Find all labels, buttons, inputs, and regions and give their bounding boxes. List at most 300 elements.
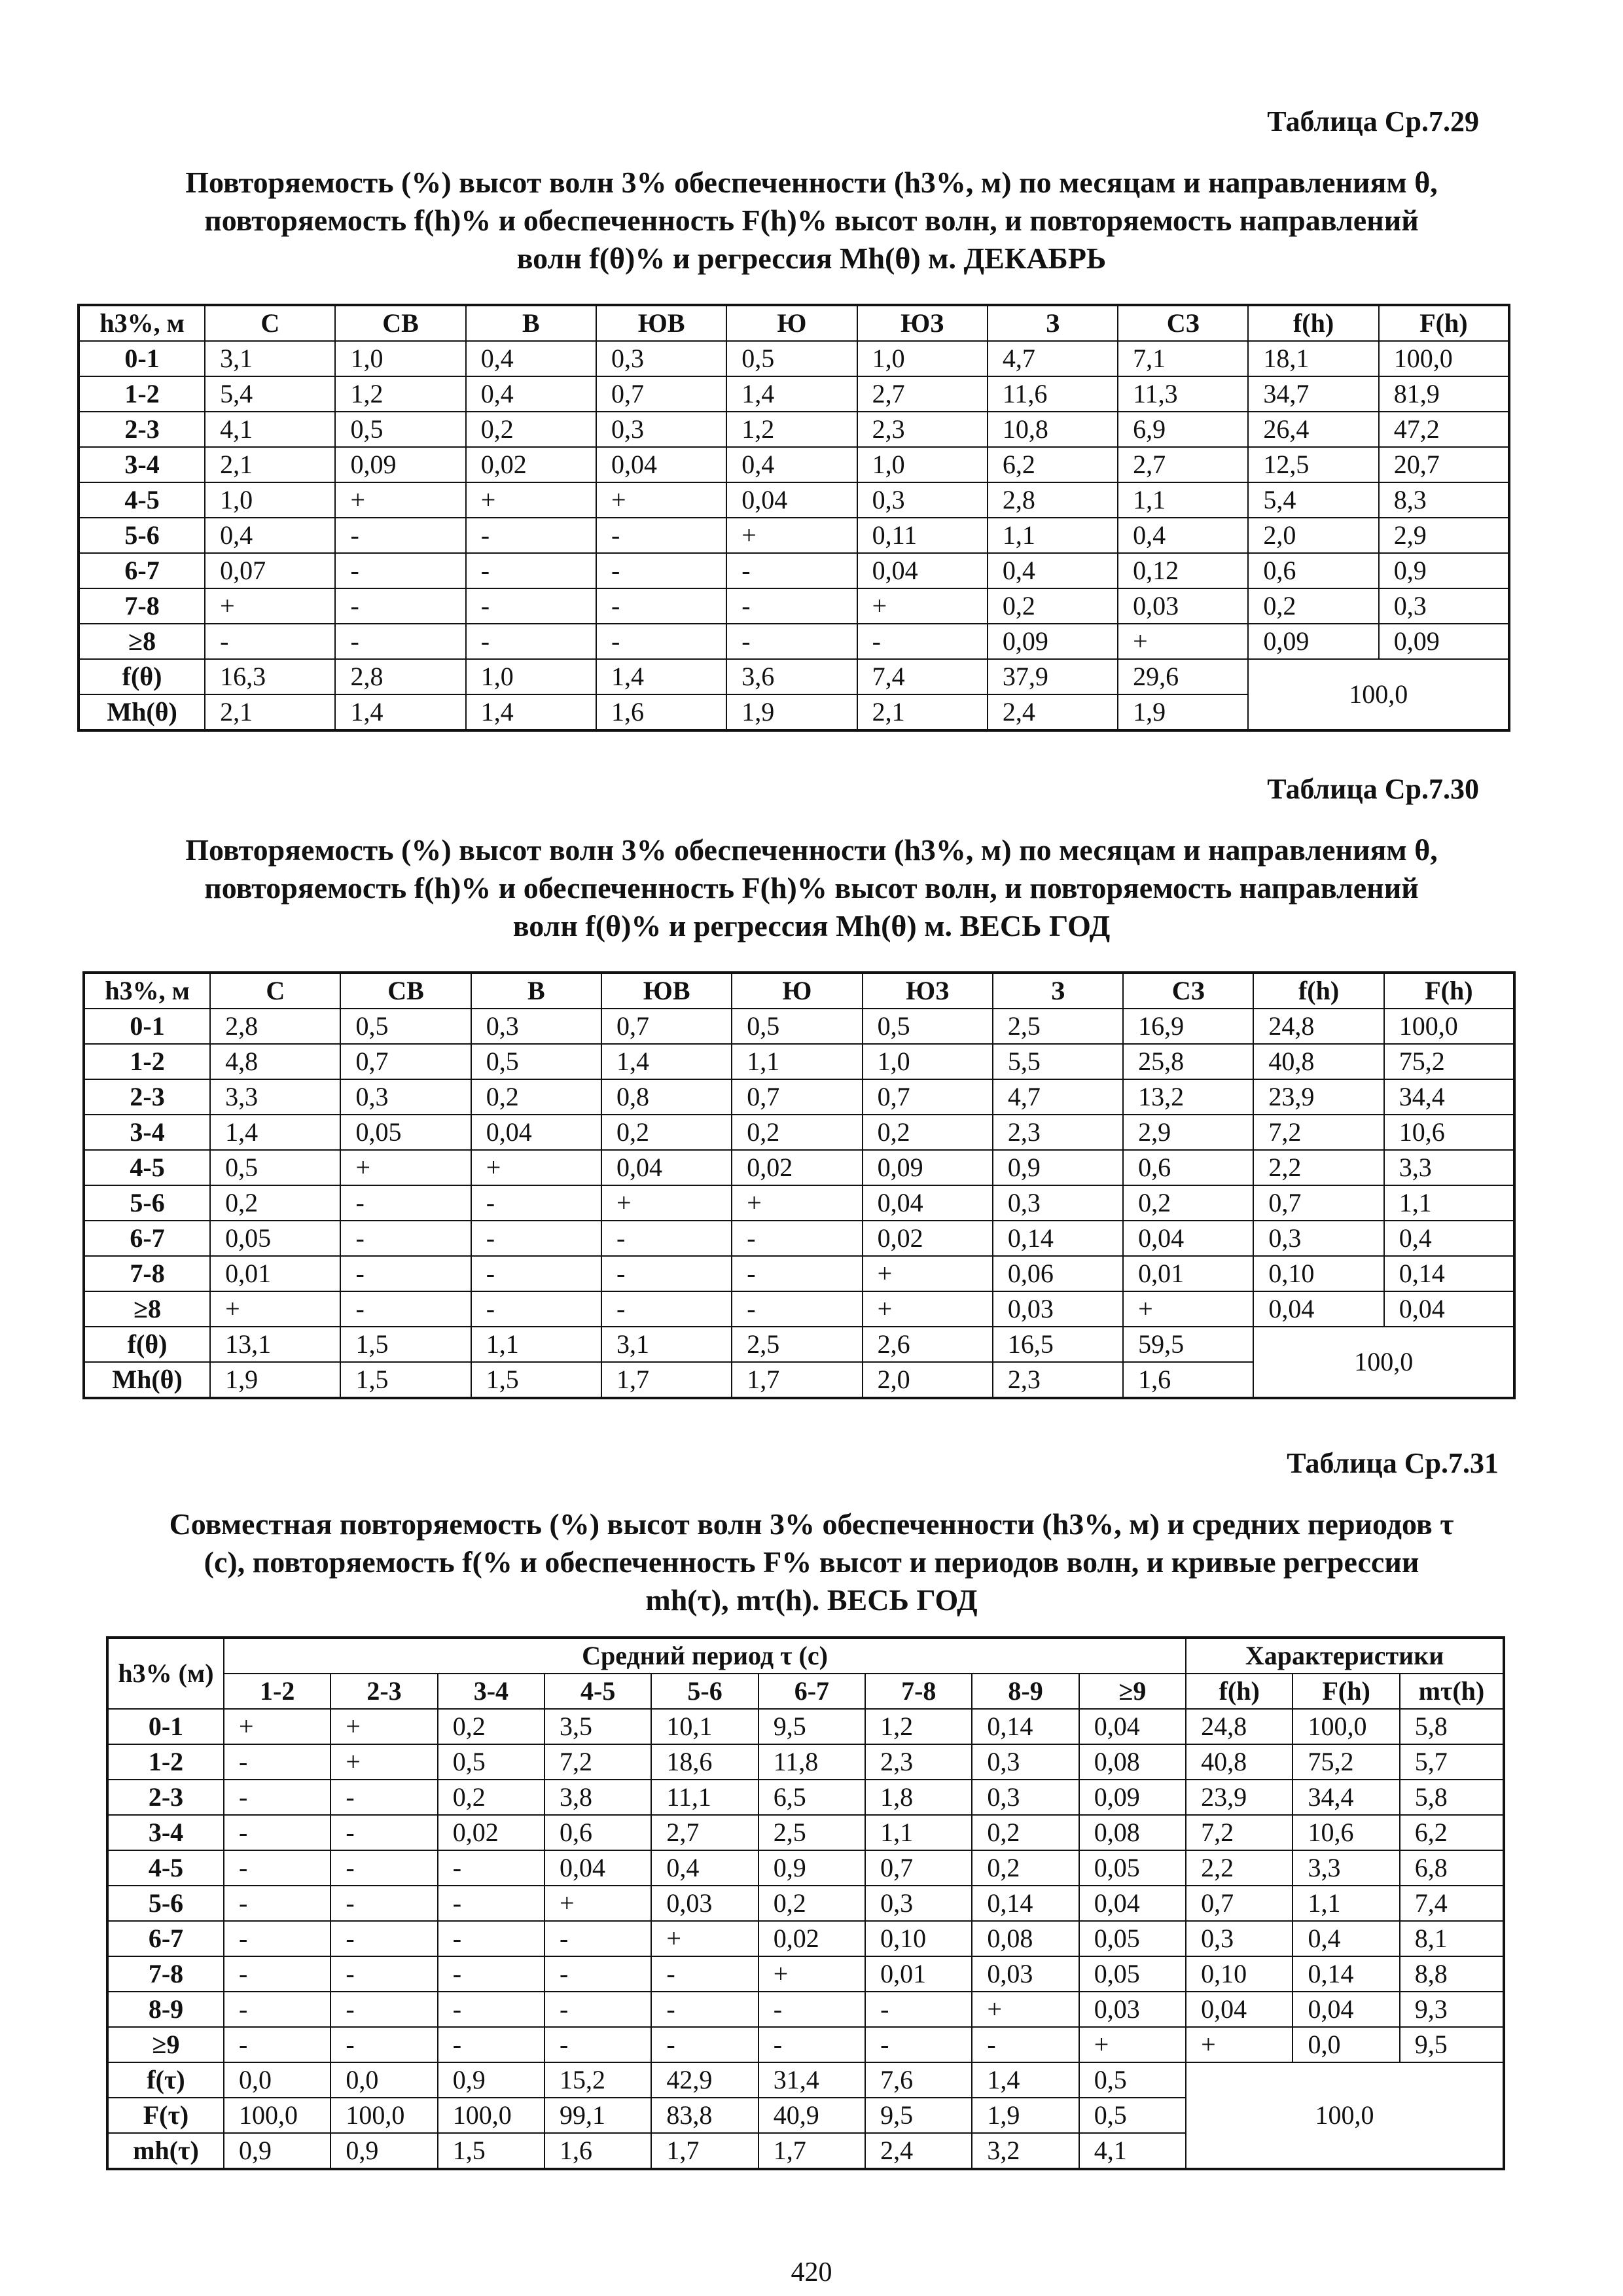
table-cell: 10,1: [651, 1709, 758, 1744]
table-cell: 0,3: [340, 1079, 471, 1115]
column-header: Ю: [726, 305, 857, 341]
characteristics-group-header: Характеристики: [1186, 1638, 1504, 1674]
table-cell: 0,14: [1293, 1956, 1399, 1992]
table-row: [79, 624, 1509, 659]
table-cell: 0,2: [210, 1185, 340, 1221]
table-cell: 100,0: [1379, 341, 1509, 376]
table-cell: 2,3: [857, 412, 988, 447]
table-cell: 1,1: [732, 1044, 862, 1079]
table-cell: 1,2: [726, 412, 857, 447]
table-cell: 5,4: [205, 376, 335, 412]
table-cell: 0,02: [438, 1815, 544, 1850]
table-cell: -: [726, 588, 857, 624]
table-cell: -: [732, 1221, 862, 1256]
table-cell: +: [466, 482, 596, 518]
table-cell: 9,5: [1400, 2027, 1504, 2062]
table-cell: 100,0: [438, 2098, 544, 2133]
table-cell: -: [857, 624, 988, 659]
table-cell: 1,7: [758, 2133, 865, 2169]
table-cell: 2,5: [993, 1009, 1123, 1044]
title-line: волн f(θ)% и регрессия Mh(θ) м. ВЕСЬ ГОД: [512, 909, 1111, 942]
row-label: 3-4: [79, 447, 205, 482]
table-cell: 9,3: [1400, 1992, 1504, 2027]
table-cell: 24,8: [1253, 1009, 1383, 1044]
table-cell: 1,4: [466, 694, 596, 730]
table-cell: 0,01: [865, 1956, 972, 1992]
table-cell: 3,3: [210, 1079, 340, 1115]
column-header: 4-5: [544, 1674, 651, 1709]
table-cell: +: [1186, 2027, 1293, 2062]
table-cell: 1,1: [1293, 1886, 1399, 1921]
table-cell: 2,1: [857, 694, 988, 730]
table-cell: -: [471, 1291, 601, 1327]
table-cell: 3,1: [601, 1327, 732, 1362]
table-cell: 0,04: [601, 1150, 732, 1185]
table-cell: 0,7: [863, 1079, 993, 1115]
table-cell: -: [726, 624, 857, 659]
table-cell: 0,9: [993, 1150, 1123, 1185]
table-cell: 0,2: [758, 1886, 865, 1921]
table-cell: 0,5: [726, 341, 857, 376]
column-header: 7-8: [865, 1674, 972, 1709]
table-cell: 100,0: [224, 2098, 330, 2133]
table-cell: -: [438, 1956, 544, 1992]
table-cell: -: [330, 1992, 437, 2027]
table-cell: 16,5: [993, 1327, 1123, 1362]
row-label: 6-7: [107, 1921, 224, 1956]
row-label: 5-6: [107, 1886, 224, 1921]
table-row: [107, 1992, 1504, 2027]
table-cell: 0,02: [863, 1221, 993, 1256]
column-header: С: [205, 305, 335, 341]
table-cell: -: [340, 1221, 471, 1256]
table-cell: 3,2: [972, 2133, 1079, 2169]
table-cell: 2,1: [205, 694, 335, 730]
table-cell: 0,04: [857, 553, 988, 588]
table-row: [84, 1221, 1514, 1256]
column-header: СЗ: [1123, 973, 1253, 1009]
table-cell: 0,5: [471, 1044, 601, 1079]
table-cell: 7,2: [1253, 1115, 1383, 1150]
table-cell: 75,2: [1293, 1744, 1399, 1780]
table-cell: 0,6: [1123, 1150, 1253, 1185]
table-cell: -: [340, 1256, 471, 1291]
table-cell: 47,2: [1379, 412, 1509, 447]
table-cell: 1,2: [335, 376, 465, 412]
row-label: 4-5: [84, 1150, 210, 1185]
row-label: 3-4: [107, 1815, 224, 1850]
table-cell: 6,2: [1400, 1815, 1504, 1850]
row-label: 0-1: [79, 341, 205, 376]
table-cell: 0,9: [438, 2062, 544, 2098]
table-cell: 1,7: [732, 1362, 862, 1398]
table-cell: 0,2: [1123, 1185, 1253, 1221]
table-cell: 2,8: [988, 482, 1118, 518]
table-cell: 18,1: [1248, 341, 1378, 376]
table-cell: 0,5: [210, 1150, 340, 1185]
table-cell: -: [330, 1956, 437, 1992]
table-cell: 9,5: [758, 1709, 865, 1744]
table-cell: 0,03: [1079, 1992, 1186, 2027]
table-cell: 1,4: [335, 694, 465, 730]
table-cell: -: [972, 2027, 1079, 2062]
table-cell: 0,3: [596, 341, 726, 376]
table-cell: 0,03: [651, 1886, 758, 1921]
table-cell: 0,3: [596, 412, 726, 447]
table-cell: 1,9: [210, 1362, 340, 1398]
row-label: 1-2: [107, 1744, 224, 1780]
table-row: [84, 1044, 1514, 1079]
table-cell: 34,4: [1384, 1079, 1514, 1115]
table-cell: 0,10: [1253, 1256, 1383, 1291]
table-cell: 0,3: [1253, 1221, 1383, 1256]
row-label: 1-2: [84, 1044, 210, 1079]
table-cell: 2,7: [651, 1815, 758, 1850]
table-cell: 0,4: [651, 1850, 758, 1886]
table-cell: 13,1: [210, 1327, 340, 1362]
table-cell: 0,08: [1079, 1815, 1186, 1850]
column-header: 1-2: [224, 1674, 330, 1709]
table-cell: -: [224, 1886, 330, 1921]
row-label: 0-1: [107, 1709, 224, 1744]
table-cell: 0,6: [544, 1815, 651, 1850]
table-cell: -: [601, 1291, 732, 1327]
row-label: ≥8: [84, 1291, 210, 1327]
table-cell: 7,4: [857, 659, 988, 694]
table-cell: -: [335, 588, 465, 624]
table-cell: +: [863, 1256, 993, 1291]
table-caption: Таблица Ср.7.30: [1267, 773, 1479, 805]
table-cell: 0,07: [205, 553, 335, 588]
table-cell: 0,9: [1379, 553, 1509, 588]
table-cell: 1,0: [863, 1044, 993, 1079]
table-cell: 4,7: [993, 1079, 1123, 1115]
table-cell: -: [651, 1992, 758, 2027]
table-cell: 2,9: [1379, 518, 1509, 553]
table-cell: +: [1118, 624, 1248, 659]
table-cell: 1,0: [857, 341, 988, 376]
table-cell: 8,3: [1379, 482, 1509, 518]
column-header: З: [993, 973, 1123, 1009]
column-header: ЮЗ: [863, 973, 993, 1009]
table-cell: 3,3: [1384, 1150, 1514, 1185]
table-cell: 7,4: [1400, 1886, 1504, 1921]
column-header: СВ: [335, 305, 465, 341]
table-cell: 2,8: [210, 1009, 340, 1044]
table-cell: 2,2: [1186, 1850, 1293, 1886]
table-cell: +: [544, 1886, 651, 1921]
row-label: 1-2: [79, 376, 205, 412]
table-cell: 1,1: [1118, 482, 1248, 518]
period-group-header: Средний период τ (с): [224, 1638, 1186, 1674]
table-cell: 6,8: [1400, 1850, 1504, 1886]
column-header: С: [210, 973, 340, 1009]
table-cell: 0,10: [1186, 1956, 1293, 1992]
row-label: F(τ): [107, 2098, 224, 2133]
table-title: [92, 1505, 1531, 1619]
table-cell: +: [335, 482, 465, 518]
table-cell: 1,8: [865, 1780, 972, 1815]
column-header: ЮВ: [601, 973, 732, 1009]
table-cell: 29,6: [1118, 659, 1248, 694]
column-header: Ю: [732, 973, 862, 1009]
table-cell: 2,5: [758, 1815, 865, 1850]
column-header: В: [466, 305, 596, 341]
header-row: [84, 973, 1514, 1009]
table-cell: 5,7: [1400, 1744, 1504, 1780]
summary-row: [84, 1327, 1514, 1362]
table-cell: 0,3: [857, 482, 988, 518]
table-cell: -: [335, 518, 465, 553]
table-cell: 0,7: [865, 1850, 972, 1886]
table-cell: 0,7: [732, 1079, 862, 1115]
column-header: З: [988, 305, 1118, 341]
table-cell: 12,5: [1248, 447, 1378, 482]
table-cell: 1,1: [988, 518, 1118, 553]
table-cell: +: [224, 1709, 330, 1744]
table-cell: 40,8: [1253, 1044, 1383, 1079]
table-cell: +: [330, 1744, 437, 1780]
table-cell: 1,9: [1118, 694, 1248, 730]
table-cell: -: [330, 2027, 437, 2062]
table-cell: 0,0: [330, 2062, 437, 2098]
table-cell: -: [596, 588, 726, 624]
table-cell: 1,6: [596, 694, 726, 730]
table-cell: -: [865, 2027, 972, 2062]
table-cell: 0,12: [1118, 553, 1248, 588]
table-cell: 0,14: [972, 1886, 1079, 1921]
column-header: СВ: [340, 973, 471, 1009]
table-cell: 0,4: [205, 518, 335, 553]
table-cell: +: [471, 1150, 601, 1185]
table-cell: -: [438, 1992, 544, 2027]
table-cell: 0,7: [596, 376, 726, 412]
table-cell: 100,0: [1384, 1009, 1514, 1044]
table-cell: -: [224, 1956, 330, 1992]
table-cell: 0,5: [340, 1009, 471, 1044]
table-cell: 0,5: [335, 412, 465, 447]
table-cell: 23,9: [1186, 1780, 1293, 1815]
column-header: ЮЗ: [857, 305, 988, 341]
table-cell: 0,04: [1253, 1291, 1383, 1327]
table-cell: +: [601, 1185, 732, 1221]
table-cell: 1,1: [1384, 1185, 1514, 1221]
table-cell: +: [205, 588, 335, 624]
table-cell: 0,04: [1079, 1709, 1186, 1744]
table-cell: 8,8: [1400, 1956, 1504, 1992]
row-label: f(θ): [79, 659, 205, 694]
table-cell: 0,8: [601, 1079, 732, 1115]
table-row: [107, 1956, 1504, 1992]
column-header: h3%, м: [84, 973, 210, 1009]
table-cell: 0,2: [1248, 588, 1378, 624]
table-cell: 0,2: [732, 1115, 862, 1150]
table-cell: +: [596, 482, 726, 518]
table-cell: 1,5: [340, 1362, 471, 1398]
table-cell: +: [651, 1921, 758, 1956]
table-cell: 0,7: [601, 1009, 732, 1044]
table-cell: 0,05: [1079, 1850, 1186, 1886]
table-cell: 34,4: [1293, 1780, 1399, 1815]
table-cell: 1,7: [601, 1362, 732, 1398]
table-cell: -: [544, 1992, 651, 2027]
summary-row: [107, 2062, 1504, 2098]
table-cell: 0,6: [1248, 553, 1378, 588]
table-cell: 2,3: [865, 1744, 972, 1780]
row-label: 7-8: [107, 1956, 224, 1992]
table-cell: -: [544, 2027, 651, 2062]
table-cell: 0,2: [988, 588, 1118, 624]
table-cell: -: [224, 1921, 330, 1956]
table-row: [84, 1150, 1514, 1185]
table-row: [84, 1009, 1514, 1044]
table-cell: 0,02: [758, 1921, 865, 1956]
group-header-row: [107, 1638, 1504, 1674]
table-cell: 13,2: [1123, 1079, 1253, 1115]
table-cell: 0,4: [988, 553, 1118, 588]
table-cell: -: [601, 1221, 732, 1256]
row-label: 4-5: [79, 482, 205, 518]
table-row: [107, 1886, 1504, 1921]
table-cell: 2,4: [988, 694, 1118, 730]
table-cell: 0,04: [1123, 1221, 1253, 1256]
table-cell: -: [732, 1256, 862, 1291]
table-cell: -: [224, 2027, 330, 2062]
row-label: Mh(θ): [79, 694, 205, 730]
table-cell: 0,2: [438, 1709, 544, 1744]
table-cell: 0,09: [1248, 624, 1378, 659]
table-cell: -: [544, 1921, 651, 1956]
wave-direction-table: [82, 971, 1516, 1399]
table-cell: +: [758, 1956, 865, 1992]
table-row: [107, 2027, 1504, 2062]
table-cell: 31,4: [758, 2062, 865, 2098]
table-row: [84, 1185, 1514, 1221]
table-cell: -: [471, 1221, 601, 1256]
table-cell: 81,9: [1379, 376, 1509, 412]
table-cell: 2,2: [1253, 1150, 1383, 1185]
table-cell: 100,0: [1293, 1709, 1399, 1744]
table-row: [79, 553, 1509, 588]
row-label: 0-1: [84, 1009, 210, 1044]
table-cell: -: [471, 1185, 601, 1221]
table-cell: -: [466, 553, 596, 588]
table-cell: -: [438, 1886, 544, 1921]
table-cell: 2,1: [205, 447, 335, 482]
table-cell: -: [330, 1815, 437, 1850]
table-cell: -: [601, 1256, 732, 1291]
table-cell: 75,2: [1384, 1044, 1514, 1079]
table-cell: 1,1: [865, 1815, 972, 1850]
total-cell: 100,0: [1253, 1327, 1514, 1398]
table-cell: 0,06: [993, 1256, 1123, 1291]
header-row: [107, 1674, 1504, 1709]
table-cell: 20,7: [1379, 447, 1509, 482]
table-cell: 23,9: [1253, 1079, 1383, 1115]
table-cell: 8,1: [1400, 1921, 1504, 1956]
table-cell: -: [438, 1921, 544, 1956]
table-cell: 0,05: [1079, 1921, 1186, 1956]
table-cell: 0,2: [471, 1079, 601, 1115]
table-cell: 0,5: [732, 1009, 862, 1044]
table-cell: 0,09: [1379, 624, 1509, 659]
table-cell: +: [972, 1992, 1079, 2027]
row-label: 5-6: [84, 1185, 210, 1221]
table-cell: 0,2: [466, 412, 596, 447]
table-row: [84, 1115, 1514, 1150]
wave-period-table: [106, 1636, 1505, 2170]
column-header: 5-6: [651, 1674, 758, 1709]
row-label: 7-8: [79, 588, 205, 624]
table-cell: 5,8: [1400, 1709, 1504, 1744]
table-cell: 0,04: [1079, 1886, 1186, 1921]
table-cell: 3,3: [1293, 1850, 1399, 1886]
row-label: f(τ): [107, 2062, 224, 2098]
table-cell: 0,5: [863, 1009, 993, 1044]
table-cell: -: [758, 1992, 865, 2027]
table-cell: -: [651, 2027, 758, 2062]
table-cell: 0,14: [993, 1221, 1123, 1256]
column-header: mτ(h): [1400, 1674, 1504, 1709]
table-row: [79, 447, 1509, 482]
table-cell: 59,5: [1123, 1327, 1253, 1362]
table-cell: 0,7: [1253, 1185, 1383, 1221]
table-cell: 2,3: [993, 1115, 1123, 1150]
total-cell: 100,0: [1248, 659, 1509, 730]
row-label: 8-9: [107, 1992, 224, 2027]
table-cell: 0,14: [1384, 1256, 1514, 1291]
table-cell: 0,04: [726, 482, 857, 518]
column-header: В: [471, 973, 601, 1009]
table-row: [84, 1079, 1514, 1115]
table-cell: -: [340, 1291, 471, 1327]
table-cell: 4,1: [1079, 2133, 1186, 2169]
row-label: 2-3: [107, 1780, 224, 1815]
table-cell: 1,4: [210, 1115, 340, 1150]
table-cell: 2,4: [865, 2133, 972, 2169]
column-header: 6-7: [758, 1674, 865, 1709]
table-cell: 0,09: [335, 447, 465, 482]
table-cell: 7,2: [544, 1744, 651, 1780]
table-cell: 40,9: [758, 2098, 865, 2133]
table-cell: 1,2: [865, 1709, 972, 1744]
table-cell: 0,10: [865, 1921, 972, 1956]
table-cell: 1,5: [438, 2133, 544, 2169]
table-cell: 1,0: [205, 482, 335, 518]
summary-row: [79, 659, 1509, 694]
table-caption: Таблица Ср.7.31: [1287, 1447, 1499, 1479]
table-cell: 2,7: [857, 376, 988, 412]
table-cell: 0,9: [330, 2133, 437, 2169]
table-cell: 2,8: [335, 659, 465, 694]
table-cell: 0,2: [972, 1815, 1079, 1850]
table-title: [92, 164, 1531, 278]
table-cell: -: [596, 553, 726, 588]
table-cell: -: [335, 624, 465, 659]
table-row: [107, 1921, 1504, 1956]
table-cell: 2,0: [863, 1362, 993, 1398]
table-cell: -: [758, 2027, 865, 2062]
table-cell: 0,11: [857, 518, 988, 553]
table-cell: 100,0: [330, 2098, 437, 2133]
table-cell: 0,3: [471, 1009, 601, 1044]
table-cell: 0,09: [1079, 1780, 1186, 1815]
row-label: 6-7: [79, 553, 205, 588]
table-cell: 99,1: [544, 2098, 651, 2133]
table-cell: 0,2: [438, 1780, 544, 1815]
table-caption: Таблица Ср.7.29: [1267, 105, 1479, 137]
title-line: (с), повторяемость f(% и обеспеченность F% высот и периодов волн, и кривые регрессии: [204, 1545, 1419, 1579]
